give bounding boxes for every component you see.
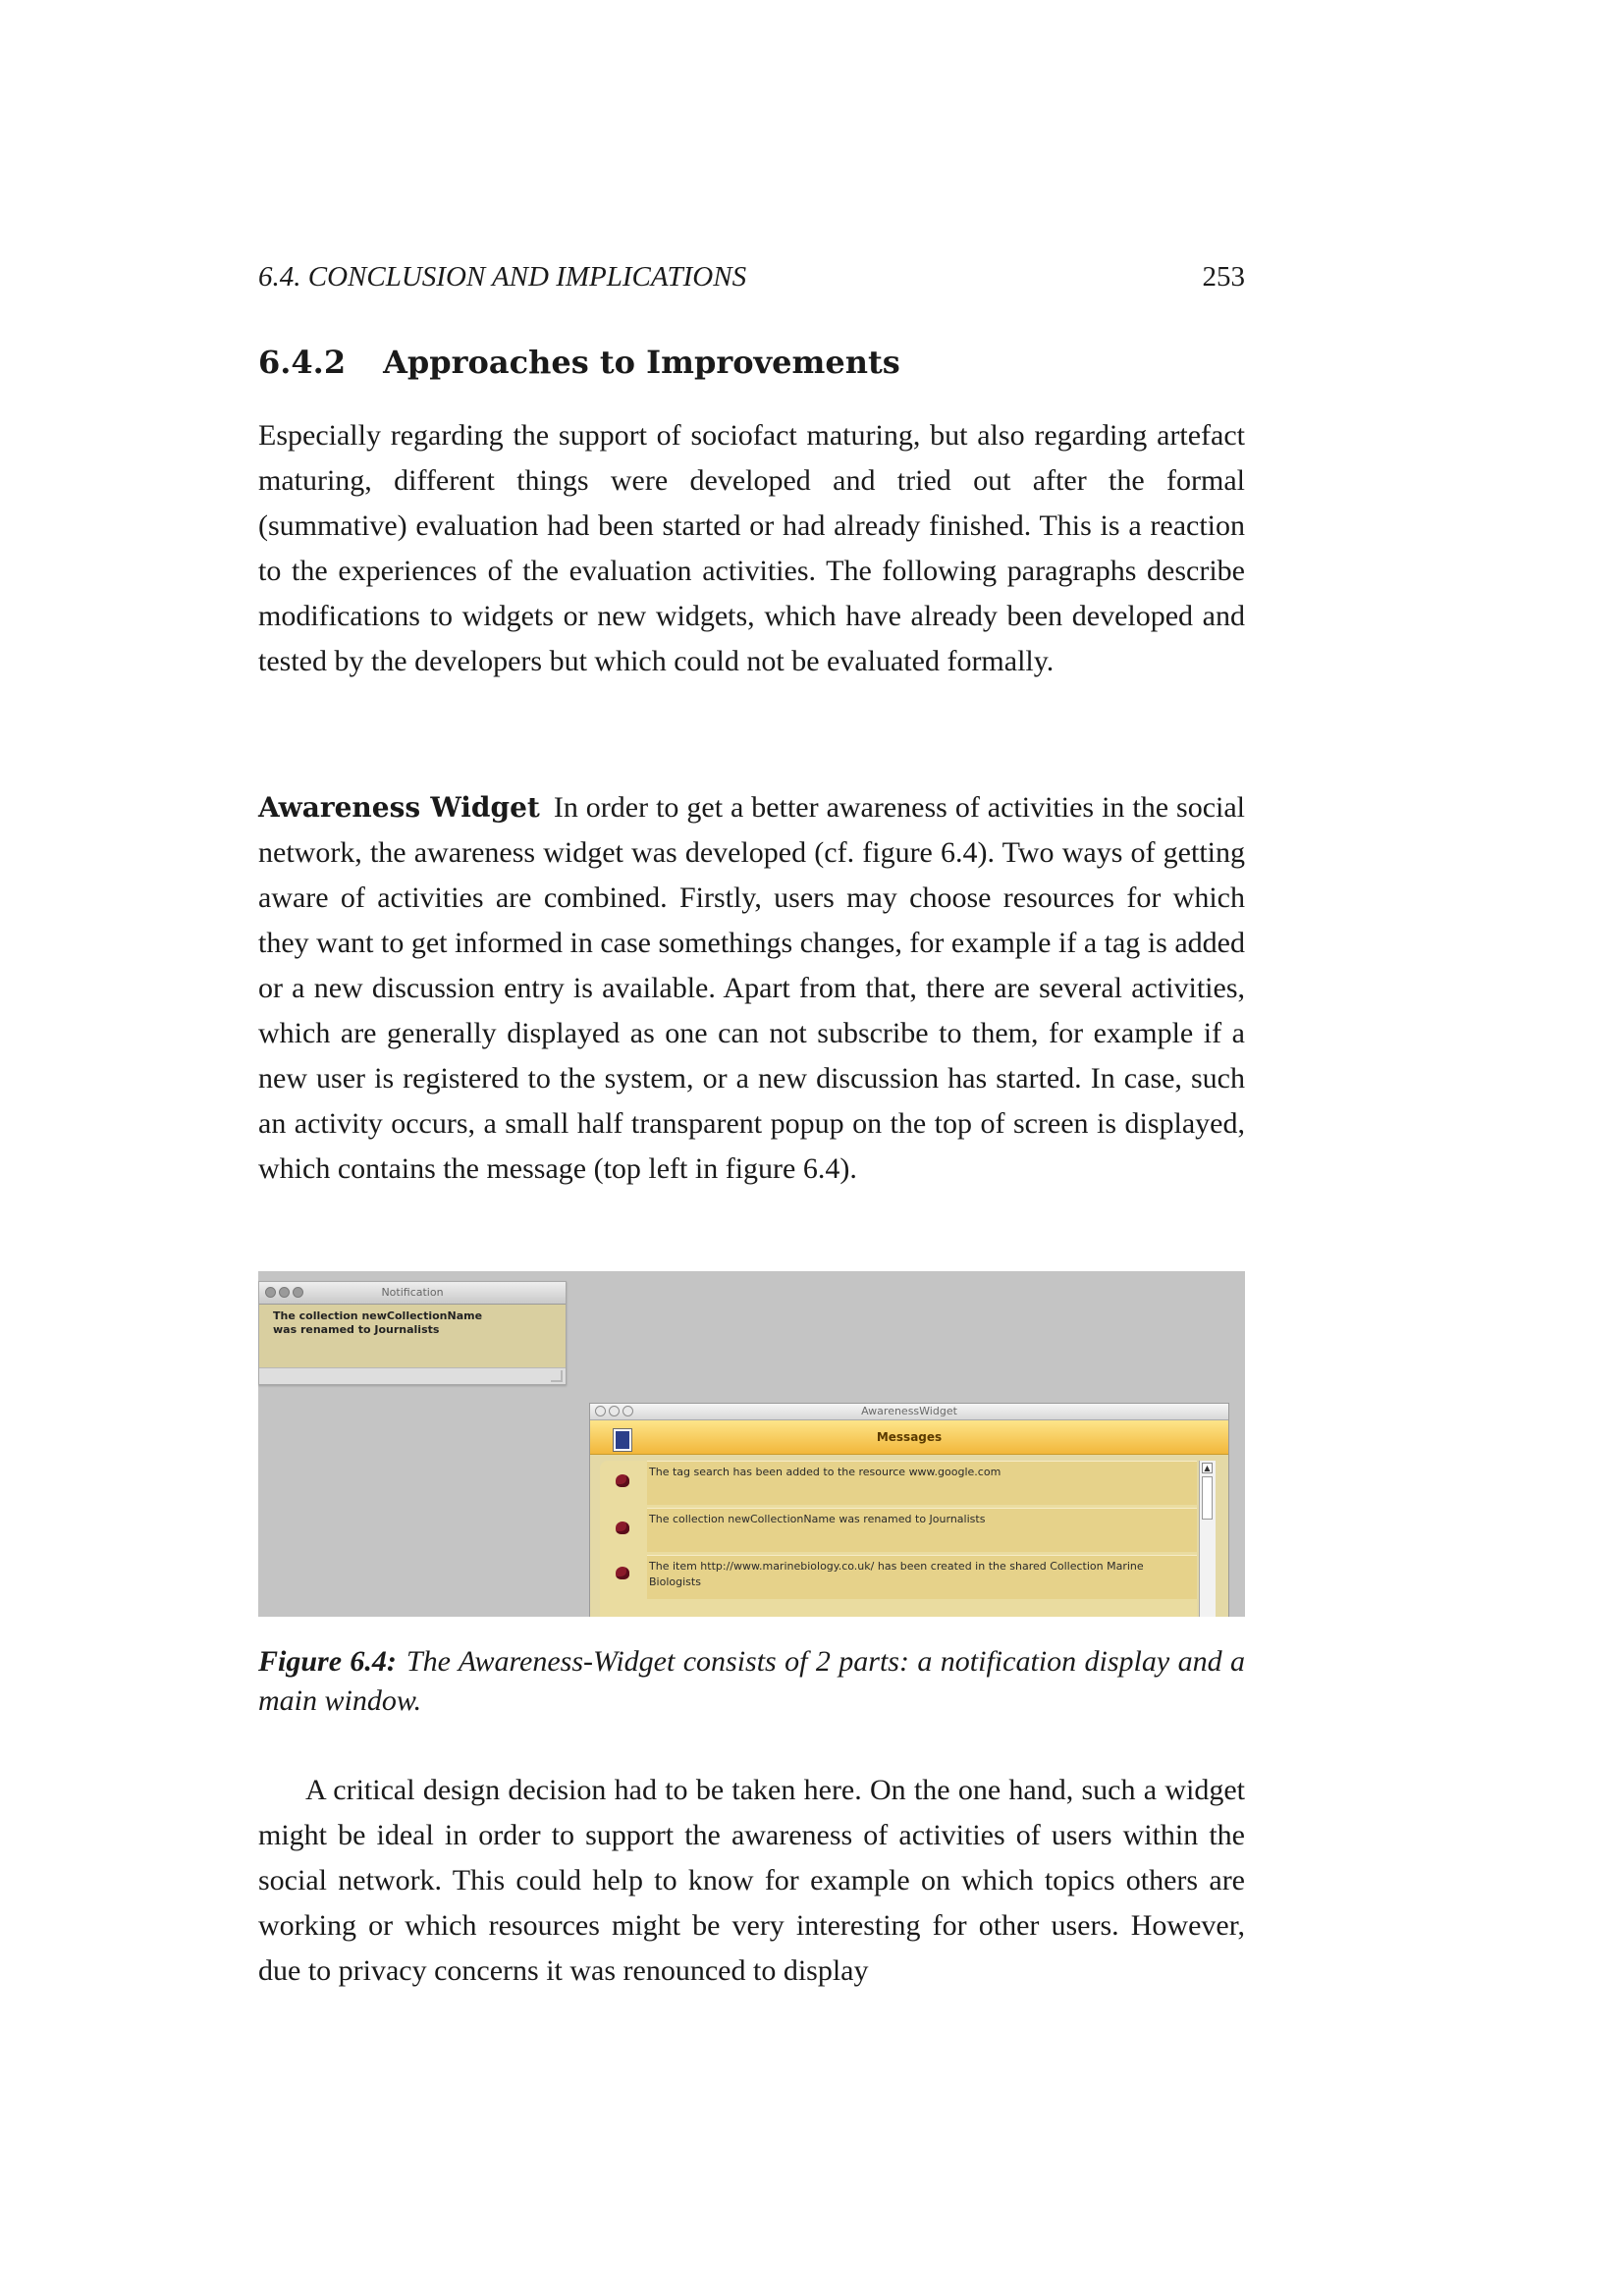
list-item [647,1508,1197,1552]
section-title: Approaches to Improvements [383,344,900,381]
paragraph-body: In order to get a better awareness of activities in the social network, the awareness widget was developed (cf. figure 6.4). Two ways of getting aware of activities are combined. Firstly, users may choose resources for which they want to get informed in case somethings changes, for example if a tag is added or a new discussion entry is available. Apart from that, there are several activities, which are generally displayed as one can not subscribe to them, for example if a new user is registered to the system, or a new discussion has started. In case, such an activity occurs, a small half transparent popup on the top of screen is displayed, which contains the message (top left in figure 6.4). [258,791,1245,1185]
message-text: The tag search has been added to the resource www.google.com [649,1466,1001,1478]
paragraph-design-decision: A critical design decision had to be taken here. On the one hand, such a widget might be ideal in order to support the awareness of activities of users within the social network. This could help to know for example on which topics others are working or which resources might be very interesting for other users. However, due to privacy concerns it was renounced to display [258,1774,1245,1987]
notification-title: Notification [381,1286,444,1299]
messages-header-title: Messages [876,1430,943,1444]
paragraph-awareness-widget [258,785,1245,1192]
page-number: 253 [1202,261,1245,293]
tag-icon [616,1567,629,1579]
scroll-thumb [1202,1476,1213,1520]
scroll-up-icon: ▲ [1202,1463,1213,1473]
running-head [258,261,1245,300]
caption-label: Figure 6.4: [258,1645,397,1678]
messages-list [600,1461,1197,1617]
notification-footer [259,1367,566,1384]
tag-icon [616,1474,629,1487]
section-heading [258,344,900,381]
paragraph-lead: Awareness Widget [258,791,540,824]
messages-scrollbar [1199,1461,1216,1617]
paragraph-intro: Especially regarding the support of sociofact maturing, but also regarding artefact maturing, different things were developed and tried out after the formal (summative) evaluation had been started or had already finished. This is a reaction to the experiences of the evaluation activities. The following paragraphs describe modifications to widgets or new widgets, which have already been developed and tested by the developers but which could not be evaluated formally. [258,419,1245,677]
tag-icon [616,1522,629,1534]
notification-window [258,1281,567,1385]
notification-titlebar [259,1282,566,1305]
awareness-title: AwarenessWidget [861,1405,957,1417]
list-item [647,1461,1197,1505]
awareness-window [589,1403,1229,1617]
notification-message: The collection newCollectionName was renamed to Journalists [273,1309,483,1336]
messages-header [590,1420,1228,1455]
section-number: 6.4.2 [258,344,347,381]
list-item [647,1555,1197,1599]
resize-grip-icon [551,1370,563,1382]
running-head-title: 6.4. CONCLUSION AND IMPLICATIONS [258,261,747,293]
figure-screenshot [258,1271,1245,1617]
awareness-titlebar [590,1404,1228,1420]
figure-caption [258,1642,1245,1721]
message-text: The collection newCollectionName was renamed to Journalists [649,1513,986,1525]
message-text: The item http://www.marinebiology.co.uk/ has been created in the shared Collection Marine Biologists [649,1560,1144,1588]
caption-text: The Awareness-Widget consists of 2 parts: a notification display and a main window. [258,1645,1245,1717]
